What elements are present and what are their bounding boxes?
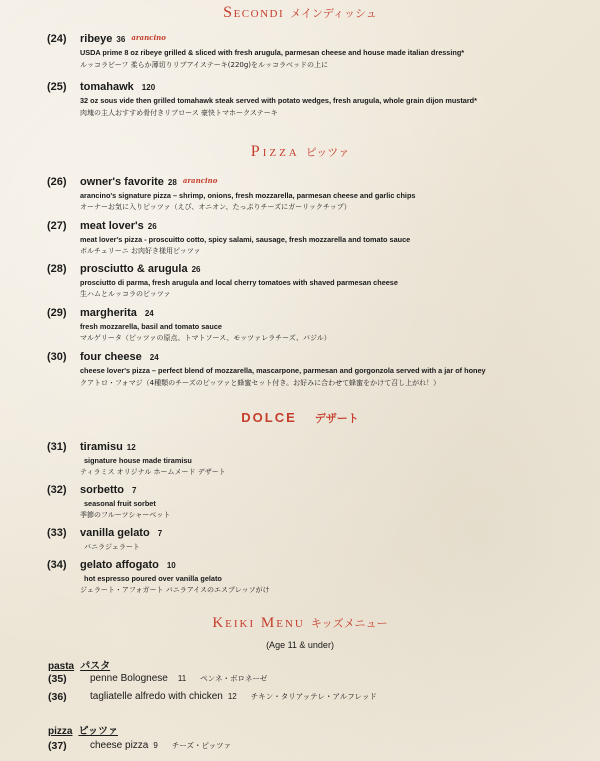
item-number: (32): [47, 484, 67, 496]
item-number: (29): [47, 307, 67, 319]
pizza-title-text: Pizza: [250, 143, 300, 160]
item-number: (35): [48, 673, 67, 685]
item-price: 12: [227, 692, 237, 701]
item-description-jp: マルゲリータ（ピッツァの原点、トマトソース、モッツァレラチーズ、バジル）: [80, 334, 331, 342]
item-number: (37): [48, 740, 67, 752]
keiki-pasta-label-jp: パスタ: [80, 661, 111, 672]
item-name-jp: チキン・タリアッテレ・アルフレッド: [250, 692, 377, 701]
arancino-stamp: arancino: [182, 176, 218, 185]
item-name: meat lover's: [80, 220, 144, 232]
item-description: arancino's signature pizza – shrimp, onions, fresh mozzarella, parmesan cheese and garlic chips: [80, 191, 416, 200]
item-name: gelato affogato: [80, 559, 159, 571]
keiki-pizza-heading: [48, 722, 118, 737]
item-name-row: [80, 263, 200, 275]
item-number: (28): [47, 263, 67, 275]
item-number: (36): [48, 691, 67, 703]
item-name-row: [80, 527, 162, 539]
item-number: (30): [47, 351, 67, 363]
item-price: 26: [191, 265, 201, 274]
item-name: tiramisu: [80, 441, 123, 453]
item-name-row: [80, 351, 159, 363]
item-number: (25): [47, 81, 67, 93]
item-description-jp: ルッコラビーフ 柔らか薄切りリブアイステーキ(220g)をルッコラベッドの上に: [80, 61, 329, 69]
item-name: four cheese: [80, 351, 142, 363]
item-price: 7: [157, 529, 163, 538]
pizza-title-jp: ピッツァ: [305, 146, 350, 159]
item-description: USDA prime 8 oz ribeye grilled & sliced with fresh arugula, parmesan cheese and house made italian dressing*: [80, 48, 465, 57]
item-name: tomahawk: [80, 81, 134, 93]
item-price: 24: [144, 309, 154, 318]
keiki-pizza-label-jp: ピッツァ: [78, 726, 118, 737]
item-name-row: [80, 441, 136, 453]
item-name: prosciutto & arugula: [80, 263, 188, 275]
item-description: 32 oz sous vide then grilled tomahawk steak served with potato wedges, fresh arugula, whole grain dijon mustard*: [80, 96, 477, 105]
item-description-jp: ボルチェリーニ お肉好き様用ピッツァ: [80, 247, 201, 255]
item-description: prosciutto di parma, fresh arugula and local cherry tomatoes with shaved parmesan cheese: [80, 278, 398, 287]
arancino-stamp: arancino: [131, 33, 166, 42]
item-number: (34): [47, 559, 67, 571]
item-name: vanilla gelato: [80, 527, 150, 539]
item-number: (24): [47, 33, 67, 45]
item-description: cheese lover's pizza – perfect blend of mozzarella, mascarpone, parmesan and gorgonzola served with a jar of honey: [80, 366, 486, 375]
keiki-pasta-label: pasta: [48, 661, 75, 672]
secondi-title-text: Secondi: [223, 4, 285, 21]
item-price: 28: [167, 178, 177, 187]
secondi-title: [0, 4, 600, 22]
item-name: sorbetto: [80, 484, 124, 496]
item-name-row: [90, 673, 267, 684]
keiki-title-text: Keiki Menu: [212, 615, 305, 631]
keiki-title: [0, 615, 600, 632]
item-price: 26: [147, 222, 157, 231]
item-description: seasonal fruit sorbet: [84, 499, 156, 508]
keiki-pizza-label: pizza: [48, 726, 73, 737]
keiki-age-note: (Age 11 & under): [266, 640, 334, 650]
item-number: (33): [47, 527, 67, 539]
item-name: cheese pizza: [90, 740, 149, 751]
item-price: 9: [153, 741, 158, 750]
item-description-jp: 肉塊の主人おすすめ骨付きリブロース 豪快トマホークステーキ: [80, 109, 278, 117]
item-number: (26): [47, 176, 67, 188]
item-name-row: [80, 484, 136, 496]
item-name-row: [80, 559, 176, 571]
dolce-title-jp: デザート: [314, 412, 359, 425]
item-description-jp: ジェラート・アフォガート バニラアイスのエスプレッソがけ: [80, 586, 270, 594]
item-name-row: [80, 176, 217, 188]
item-price: 120: [141, 83, 156, 92]
pizza-title: [0, 143, 600, 161]
item-name-row: [80, 220, 157, 232]
item-description: fresh mozzarella, basil and tomato sauce: [80, 322, 222, 331]
item-name: penne Bolognese: [90, 673, 168, 684]
item-price: 10: [166, 561, 176, 570]
item-name-jp: ペンネ・ボロネーゼ: [200, 674, 268, 683]
item-name-row: [90, 691, 377, 702]
item-price: 24: [149, 353, 159, 362]
item-description: meat lover's pizza - proscuitto cotto, spicy salami, sausage, fresh mozzarella and tomato sauce: [80, 235, 411, 244]
item-description: signature house made tiramisu: [84, 456, 192, 465]
item-number: (27): [47, 220, 67, 232]
item-description-jp: オーナーお気に入りピッツァ（えび、オニオン、たっぷりチーズにガーリックチップ）: [80, 203, 351, 211]
item-description-jp: バニラジェラート: [84, 543, 140, 551]
dolce-title: [0, 410, 600, 426]
keiki-pasta-heading: [48, 657, 110, 672]
item-price: 7: [132, 486, 137, 495]
keiki-title-jp: キッズメニュー: [310, 617, 388, 630]
item-price: 36: [116, 35, 126, 44]
item-description-jp: 生ハムとルッコラのピッツァ: [80, 290, 171, 298]
item-price: 12: [126, 443, 136, 452]
item-name: margherita: [80, 307, 137, 319]
dolce-title-text: DOLCE: [241, 410, 297, 425]
item-price: 11: [177, 674, 187, 683]
item-name-row: [80, 33, 166, 45]
item-number: (31): [47, 441, 67, 453]
item-name-jp: チーズ・ピッツァ: [171, 741, 232, 750]
secondi-title-jp: メインディッシュ: [290, 7, 377, 20]
item-description-jp: ティラミス オリジナル ホームメード デザート: [80, 468, 226, 476]
item-name-row: [80, 81, 155, 93]
item-description-jp: クアトロ・フォマジ（4種類のチーズのピッツァと蜂蜜セット付き。お好みに合わせて蜂蜜をかけて召し上がれ！）: [80, 379, 441, 387]
item-name: ribeye: [80, 33, 113, 45]
item-name: owner's favorite: [80, 176, 164, 188]
item-name: tagliatelle alfredo with chicken: [90, 691, 223, 702]
item-description: hot espresso poured over vanilla gelato: [84, 574, 222, 583]
item-description-jp: 季節のフルーツシャーベット: [80, 511, 171, 519]
item-name-row: [80, 307, 154, 319]
item-name-row: [90, 740, 231, 751]
